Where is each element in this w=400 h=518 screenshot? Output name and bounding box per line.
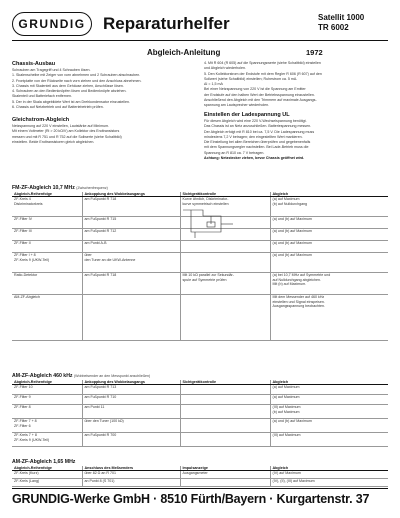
table-row [12, 273, 388, 295]
table-row [12, 385, 388, 395]
fm-heading [12, 185, 108, 191]
table-cell: ZF-Filter III [12, 229, 82, 241]
column-header: Ankopplung des Wobbelausgangs [82, 192, 180, 197]
table-row [12, 241, 388, 253]
table-cell: Mit dem Messender auf 460 kHz einstellen und Signal einspeisen. Ausgangsspannung beobachten. [270, 295, 388, 341]
right-top-text [204, 61, 388, 109]
table-cell: ZF-Kreis 4 Diskriminatorkreis [12, 197, 82, 217]
column-header: Impulsanzeige [180, 466, 270, 471]
table-cell: (a) und (b) auf Maximum [270, 241, 388, 253]
table-cell: am Punkt A-B [82, 241, 180, 253]
text-line: Die Einstellung bei allen Bereichen überprüfen und gegebenenfalls [204, 140, 311, 145]
text-line: Sollwert (siehe Schaltbild) einstellen; Ruhestrom ca. 5 mA. [204, 76, 298, 81]
table-cell: ZF-Kreis 7 + 8 ZF-Kreis 9 (UKW-Teil) [12, 433, 82, 447]
model-name: Satellit 1000 [318, 13, 365, 22]
text-line: 5. Den Kollektorstrom der Endstufe mit dem Regler R 606 (R 607) auf den [204, 71, 322, 76]
year-label: 1972 [306, 48, 323, 57]
text-line: Skalenteil und Batteriefach entfernen. [12, 94, 72, 99]
text-line: ΔI = 1,5 mA [204, 82, 223, 87]
table-cell: ZF-Filter 7 + 8 ZF-Filter 6 [12, 419, 82, 433]
lade-heading: Einstellen der Ladespannung UL [204, 112, 290, 118]
table-cell: ZF-Filter I + 8 ZF-Kreis 9 (UKW-Teil) [12, 253, 82, 273]
table-cell: ZF-Filter 8 [12, 405, 82, 419]
table-cell: über den Tuner an die UKW-Antenne [82, 253, 180, 273]
text-line: und Abgleich wiederholen. [204, 66, 246, 71]
table-cell: Ausgangsmeter [180, 471, 270, 479]
table-cell: über 82 Ω an R 701 [82, 471, 180, 479]
text-line: 4. Schrauben an den Bedienknöpfen lösen und Bedienknöpfe abziehen. [12, 89, 127, 94]
table-cell: an Punkt 8 (S 701) [82, 479, 180, 487]
am2-alignment-table [12, 466, 388, 487]
grundig-logo [12, 12, 92, 36]
table-cell: (III) auf Maximum [270, 433, 388, 447]
table-row [12, 395, 388, 405]
am-alignment-table [12, 380, 388, 447]
text-line: mit dem Spannungsregler nachstellen. Bei Lade-Betrieb muss die [204, 145, 309, 150]
table-cell: am Fußpunkt R 713 [82, 385, 180, 395]
page-title: Reparaturhelfer [103, 14, 230, 33]
table-row [12, 479, 388, 487]
column-header: Abgleich [270, 466, 388, 471]
table-cell: Kurve ähnlich, Diskriminator- kurve symmetrisch einstellen [180, 197, 270, 217]
model-name: TR 6002 [318, 23, 349, 32]
table-cell: Ratio-Detektor [12, 273, 82, 295]
table-cell: ZF-Kreis (Kurz) [12, 471, 82, 479]
table-cell: (a) und (b) auf Maximum [270, 229, 388, 241]
text-line: der Endstufe auf den halben Wert der Betriebsspannung einzustellen. [204, 92, 315, 97]
gleichstrom-text [12, 124, 190, 145]
model-list [318, 13, 364, 33]
table-cell: Mit 10 kΩ parallel zur Sekundär- spule auf Symmetrie prüfen [180, 273, 270, 295]
table-cell: (IV), (II), (III) auf Maximum [270, 479, 388, 487]
table-row [12, 295, 388, 341]
column-header: Abgleich [270, 380, 388, 385]
table-cell: am Fußpunkt R 710 [82, 395, 180, 405]
table-cell [180, 433, 270, 447]
column-header: Sichtgerätkontrolle [180, 192, 270, 197]
am-heading-title: AM-ZF-Abgleich 460 kHz [12, 373, 73, 379]
table-cell: am Fußpunkt R 718 [82, 197, 180, 217]
section-title: Abgleich-Anleitung [147, 48, 221, 57]
table-cell: (a) auf Maximum [270, 395, 388, 405]
am2-heading [12, 459, 75, 465]
table-cell: am Punkt 11 [82, 405, 180, 419]
chassis-text [12, 68, 190, 110]
table-cell: am Fußpunkt R 715 [82, 217, 180, 229]
table-cell: (a) und (b) auf Maximum [270, 253, 388, 273]
text-line: Schrauben am Tragegriff und 4 Schrauben lösen. [12, 68, 91, 72]
footer-rule [12, 488, 388, 489]
text-line: mindestens 7,2 V betragen; den eingestellten Wert markieren. [204, 134, 303, 139]
table-cell: am Fußpunkt R 712 [82, 229, 180, 241]
text-line: Das Chassis ist an Netz anzuschließen. Batteriespannung messen. [204, 124, 312, 129]
table-cell: AM-ZF-Abgleich [12, 295, 82, 341]
text-line: Netzspannung auf 220 V einstellen, Lautstärke auf Minimum. [12, 124, 110, 128]
text-line: Für diesen Abgleich wird eine 220 V-Wechselspannung benötigt. [204, 119, 307, 123]
text-line: 3. Chassis mit Skalenteil aus dem Gehäuse ziehen, Anschlüsse lösen. [12, 83, 124, 88]
text-line: messen und mit R 751 und R 752 auf die Sollwerte (siehe Schaltbild) [12, 134, 122, 139]
text-line: Der Abgleich erfolgt mit R 810 bei ca. 7,5 V. Die Ladespannung muss [204, 129, 315, 134]
table-cell: am Fußpunkt R 700 [82, 433, 180, 447]
table-row [12, 253, 388, 273]
text-line: 1. Skalenscheibe mit Zeiger von vorn abnehmen und 2 Schrauben abschrauben. [12, 73, 141, 78]
table-cell: am Fußpunkt R 718 [82, 273, 180, 295]
logo-text: GRUNDIG [18, 17, 86, 31]
table-cell [180, 419, 270, 433]
am2-heading-title: AM-ZF-Abgleich 1,65 MHz [12, 459, 76, 465]
table-cell [180, 253, 270, 273]
text-line: 6. Chassis auf Netzbetrieb und auf Batteriebetrieb prüfen. [12, 105, 104, 110]
table-cell: (IV) auf Maximum [270, 471, 388, 479]
column-header: Anschluss des Meßsenders [82, 466, 180, 471]
column-header: Sichtgerätkontrolle [180, 380, 270, 385]
table-cell: ZF-Filter 9 [12, 395, 82, 405]
table-row [12, 405, 388, 419]
am-heading-note: (Wobbelsender an den Messpunkt anschließen) [73, 374, 151, 378]
circuit-diagram [181, 202, 237, 242]
header-rule [12, 40, 388, 41]
table-cell: (a) bei 10,7 MHz auf Symmetrie und auf Nulldurchgang abgleichen. Mit (b) auf Maximum. [270, 273, 388, 295]
table-cell [180, 385, 270, 395]
table-cell: (III) auf Maximum (b) auf Maximum [270, 405, 388, 419]
text-line: 5. Der in der Skala abgebildete Wert ist am Drehkondensator einzustellen. [12, 99, 130, 104]
table-row [12, 419, 388, 433]
fm-heading-note: (Zwischenfrequenz) [76, 186, 108, 190]
chassis-heading: Chassis-Ausbau [12, 61, 56, 67]
text-line: 4. Mit R 604 (R 605) auf die Spannungswerte (siehe Schaltbild) einstellen [204, 61, 321, 65]
table-cell [180, 405, 270, 419]
column-header: Abgleich-Reihenfolge [12, 192, 82, 197]
table-cell: ZF-Filter 10 [12, 385, 82, 395]
table-cell: (a) auf Maximum [270, 385, 388, 395]
table-cell: ZF-Kreis (Lang) [12, 479, 82, 487]
text-line: 2. Frontplatte von der Rückseite nach vorn ziehen und den Anschluss abnehmen. [12, 78, 142, 83]
column-header: Abgleich-Reihenfolge [12, 380, 82, 385]
text-line: Spannung an R 810 ca. 7 V betragen. [204, 150, 265, 155]
table-cell [180, 479, 270, 487]
text-line: einstellen. Beide Endtransistoren gleich abgleichen. [12, 139, 95, 144]
text-line: Mit einem Voltmeter (Ri > 20 kΩ/V) am Kollektor des Endtransistors [12, 129, 120, 134]
table-cell [180, 295, 270, 341]
table-cell [180, 241, 270, 253]
table-cell: ZF-Filter IV [12, 217, 82, 229]
fm-heading-title: FM-ZF-Abgleich 10,7 MHz [12, 185, 75, 191]
table-cell: ZF-Filter II [12, 241, 82, 253]
table-row [12, 471, 388, 479]
am-heading [12, 373, 150, 379]
column-header: Ankopplung des Wobbelausgangs [82, 380, 180, 385]
column-header: Abgleich-Reihenfolge [12, 466, 82, 471]
text-line: Bei einer Netzspannung von 220 V ist die Spannung am Emitter [204, 87, 306, 92]
table-cell [82, 295, 180, 341]
table-cell: (a) und (b) auf Maximum [270, 217, 388, 229]
lade-text [204, 119, 388, 161]
gleichstrom-heading: Gleichstrom-Abgleich [12, 117, 70, 123]
column-header: Abgleich [270, 192, 388, 197]
table-cell: über den Tuner (100 kΩ) [82, 419, 180, 433]
table-row [12, 433, 388, 447]
table-cell: (a) auf Maximum (b) auf Nulldurchgang [270, 197, 388, 217]
footer-address: GRUNDIG-Werke GmbH · 8510 Fürth/Bayern · Kurgartenstr. 37 [12, 492, 370, 506]
table-cell: (a) und (b) auf Maximum [270, 419, 388, 433]
text-line: spannung am Lautsprecher wiederholen. [204, 103, 270, 108]
text-line: Anschließend den Abgleich mit den Trimmern auf maximale Ausgangs- [204, 98, 317, 103]
table-cell [180, 395, 270, 405]
text-line: Achtung: Netzstecker ziehen, bevor Chassis geöffnet wird. [204, 156, 305, 161]
